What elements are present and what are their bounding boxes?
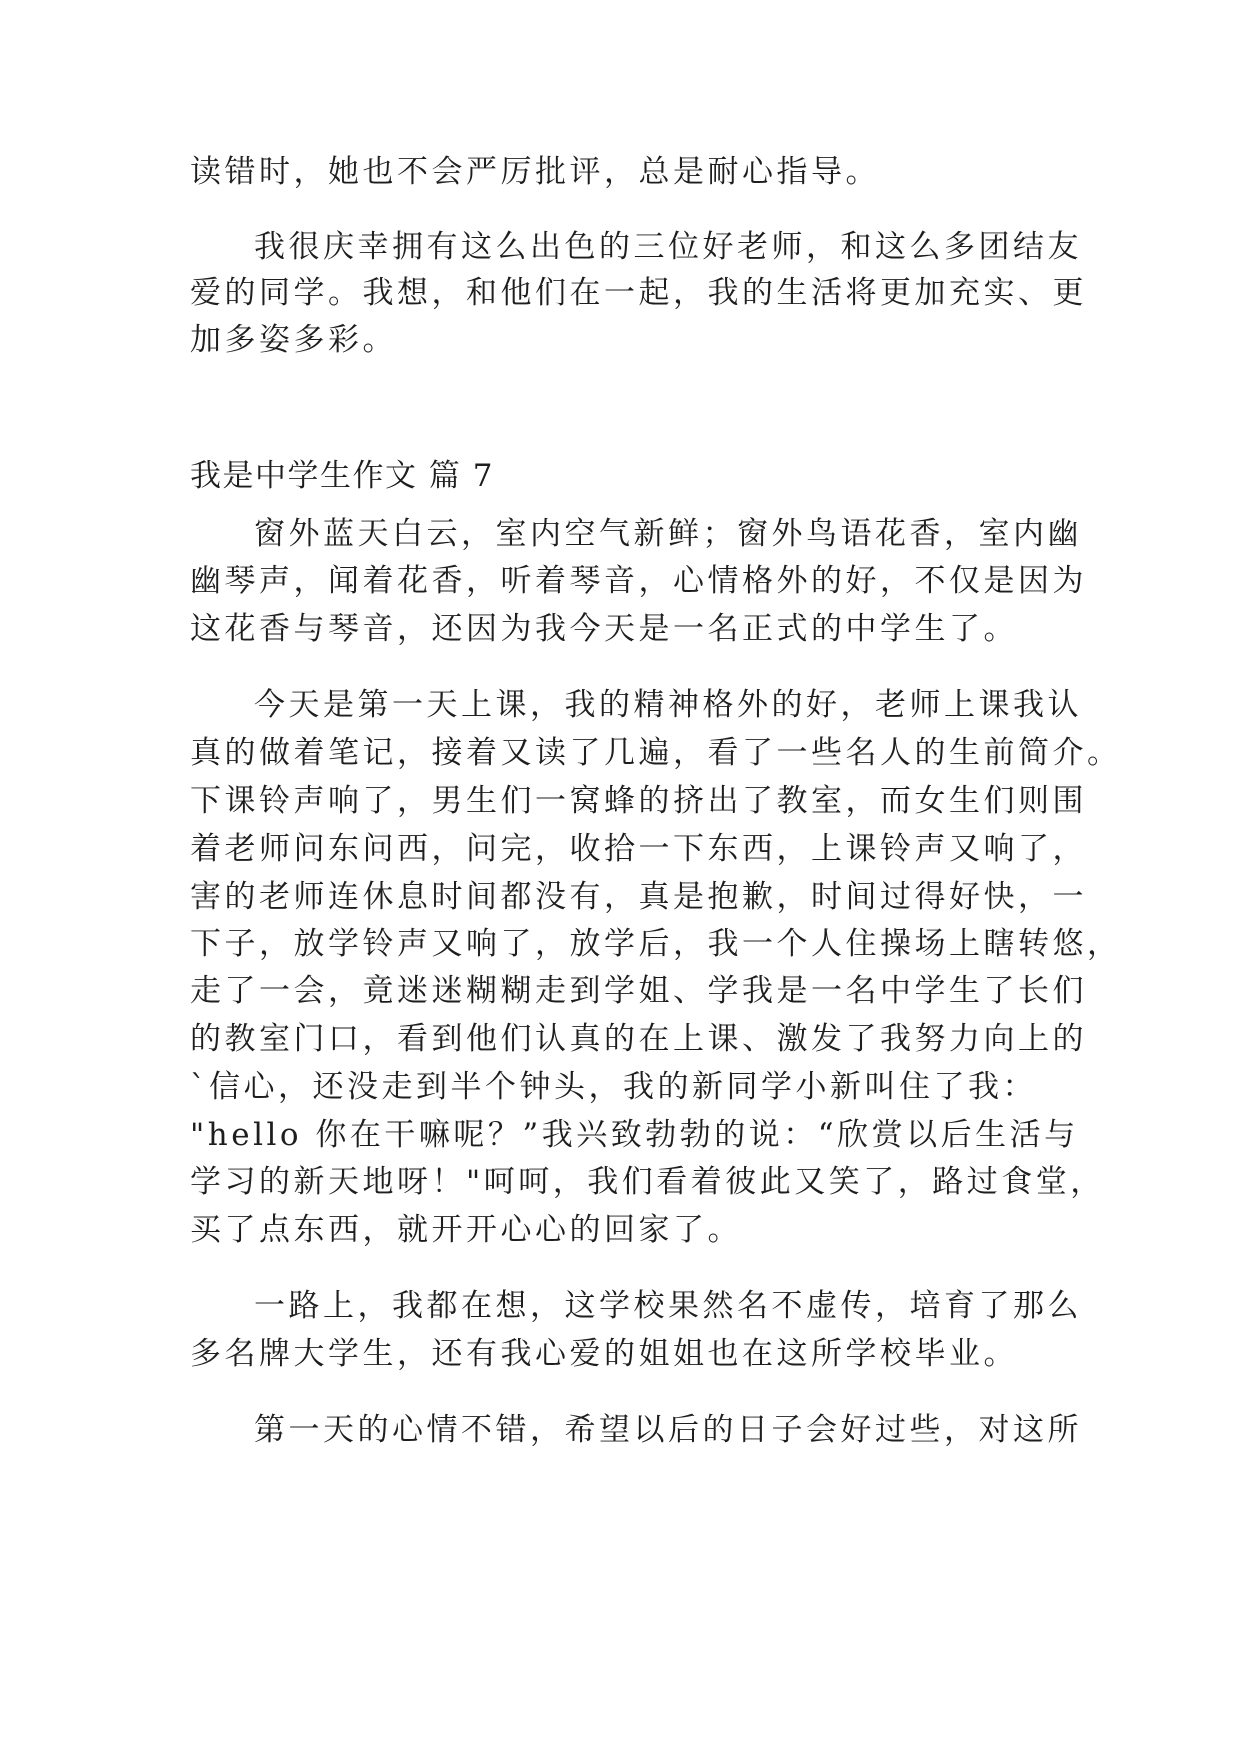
- text-line: 下子，放学铃声又响了，放学后，我一个人住操场上瞎转悠，: [190, 926, 1122, 962]
- text-line: 学习的新天地呀！"呵呵，我们看着彼此又笑了，路过食堂，: [190, 1164, 1105, 1200]
- text-line: 走了一会，竟迷迷糊糊走到学姐、学我是一名中学生了长们: [190, 973, 1087, 1009]
- text-line: 这花香与琴音，还因为我今天是一名正式的中学生了。: [190, 611, 1018, 647]
- text-line: 加多姿多彩。: [190, 322, 397, 358]
- text-line: 的教室门口，看到他们认真的在上课、激发了我努力向上的: [190, 1021, 1087, 1057]
- text-line: 下课铃声响了，男生们一窝蜂的挤出了教室，而女生们则围: [190, 783, 1087, 819]
- text-line: 爱的同学。我想，和他们在一起，我的生活将更加充实、更: [190, 275, 1087, 311]
- text-line: 窗外蓝天白云，室内空气新鲜；窗外鸟语花香，室内幽: [254, 516, 1082, 552]
- text-line: 买了点东西，就开开心心的回家了。: [190, 1212, 742, 1248]
- text-line: 读错时，她也不会严厉批评，总是耐心指导。: [190, 154, 880, 190]
- text-line: "hello 你在干嘛呢？”我兴致勃勃的说：“欣赏以后生活与: [190, 1117, 1079, 1153]
- text-line: 真的做着笔记，接着又读了几遍，看了一些名人的生前简介。: [190, 735, 1122, 771]
- text-line: 今天是第一天上课，我的精神格外的好，老师上课我认: [254, 687, 1082, 723]
- text-line: 着老师问东问西，问完，收拾一下东西，上课铃声又响了，: [190, 831, 1087, 867]
- text-line: `信心，还没走到半个钟头，我的新同学小新叫住了我：: [190, 1069, 1037, 1105]
- text-line: 多名牌大学生，还有我心爱的姐姐也在这所学校毕业。: [190, 1336, 1018, 1372]
- text-line: 幽琴声，闻着花香，听着琴音，心情格外的好，不仅是因为: [190, 563, 1087, 599]
- text-line: 我很庆幸拥有这么出色的三位好老师，和这么多团结友: [254, 229, 1082, 265]
- text-line: 一路上，我都在想，这学校果然名不虚传，培育了那么: [254, 1288, 1082, 1324]
- text-line: 害的老师连休息时间都没有，真是抱歉，时间过得好快，一: [190, 879, 1087, 915]
- section-heading: 我是中学生作文 篇 7: [190, 458, 494, 494]
- text-line: 第一天的心情不错，希望以后的日子会好过些，对这所: [254, 1412, 1082, 1448]
